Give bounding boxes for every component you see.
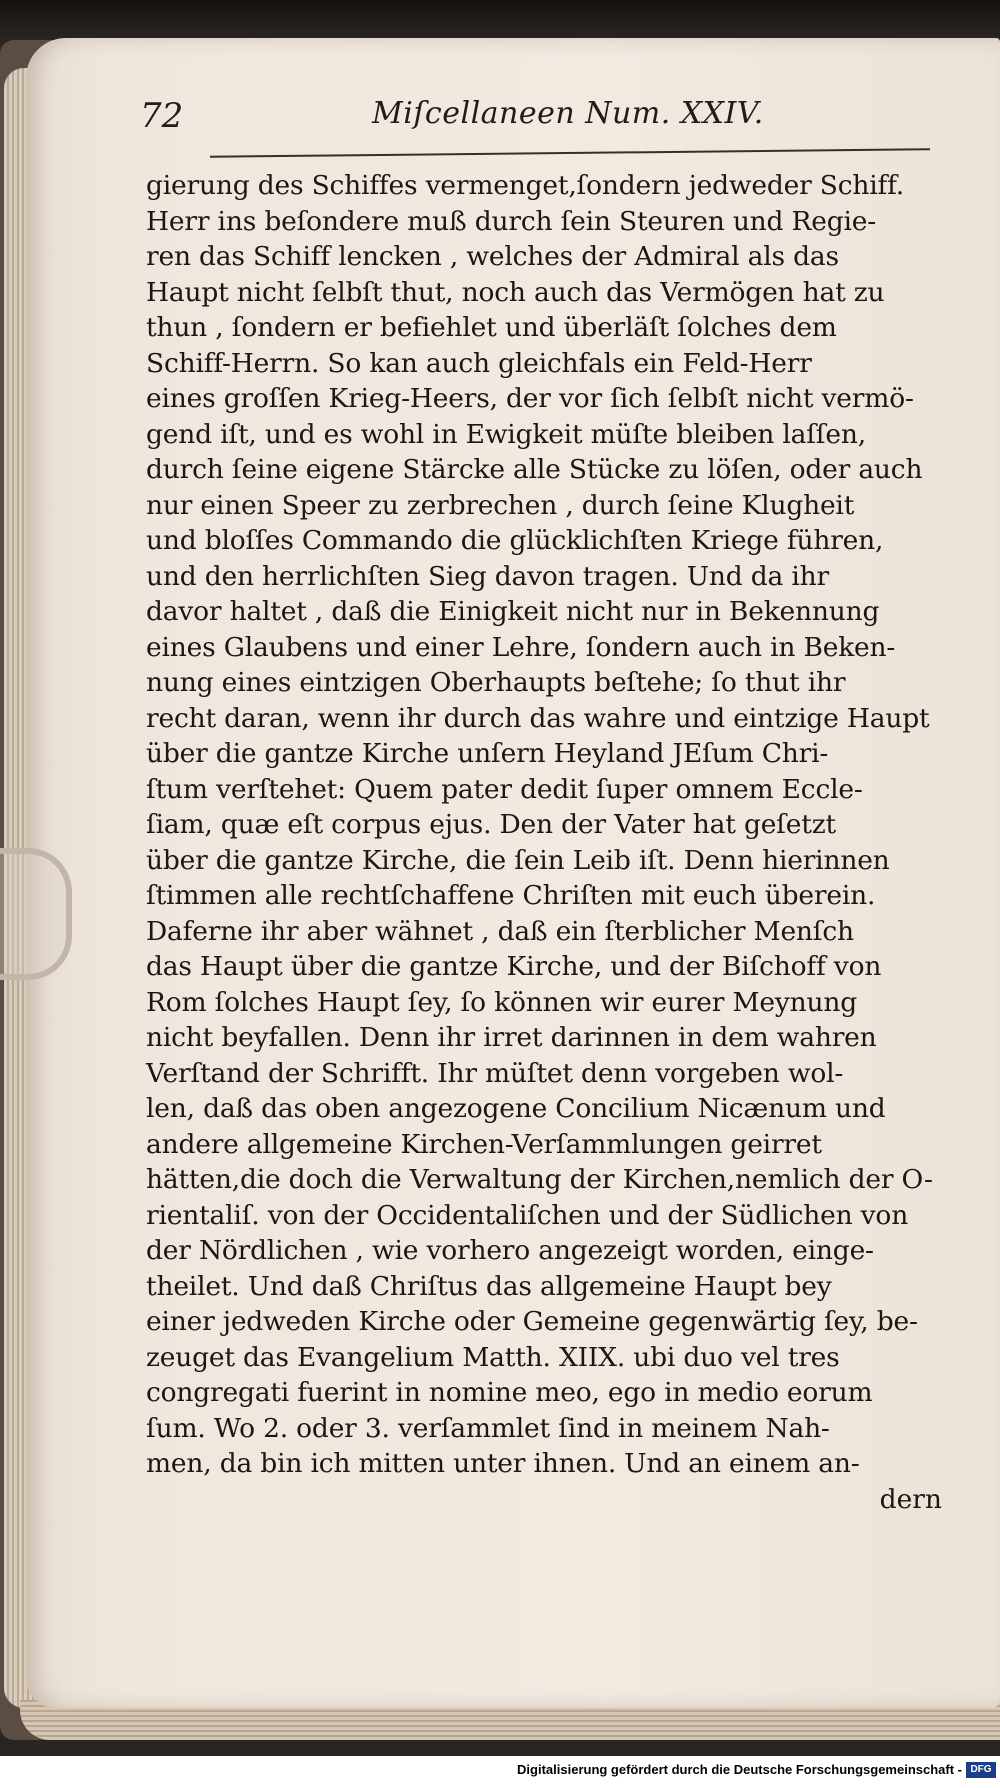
dfg-logo: DFG (966, 1762, 996, 1778)
text-line: ſtimmen alle rechtſchaffene Chriſten mit euch überein. (146, 880, 876, 911)
text-line: andere allgemeine Kirchen-Verſammlungen geirret (146, 1128, 822, 1160)
text-line: Haupt nicht ſelbſt thut, noch auch das Vermögen hat zu (146, 276, 885, 308)
text-line: recht daran, wenn ihr durch das wahre und eintzige Haupt (146, 702, 930, 734)
text-line: len, daß das oben angezogene Concilium Nicænum und (146, 1093, 886, 1124)
text-line: ſtum verſtehet: Quem pater dedit ſuper omnem Eccle- (146, 773, 863, 805)
text-line: ren das Schiff lencken , welches der Admiral als das (146, 241, 839, 272)
catchword: dern (879, 1483, 942, 1515)
text-line: über die gantze Kirche unſern Heyland JEſum Chri- (146, 738, 829, 769)
text-line: zeuget das Evangelium Matth. XIIX. ubi duo vel tres (146, 1341, 840, 1373)
text-line: theilet. Und daß Chriſtus das allgemeine Haupt bey (146, 1270, 832, 1302)
book-clasp (0, 848, 72, 980)
text-line: nung eines eintzigen Oberhaupts beſtehe; ſo thut ihr (146, 667, 846, 698)
text-line: und bloſſes Commando die glücklichſten Kriege führen, (146, 525, 884, 556)
text-line: nicht beyfallen. Denn ihr irret darinnen in dem wahren (146, 1022, 877, 1053)
body-text (146, 168, 942, 1558)
text-line: über die gantze Kirche, die ſein Leib iſt. Denn hierinnen (146, 844, 890, 876)
text-line: das Haupt über die gantze Kirche, und der Biſchoff von (146, 951, 882, 982)
text-line: hätten,die doch die Verwaltung der Kirchen,nemlich der O- (146, 1164, 933, 1195)
running-title: Miſcellaneen Num. XXIV. (372, 96, 764, 131)
page-header (140, 96, 940, 146)
text-line: rientaliſ. von der Occidentaliſchen und der Südlichen von (146, 1199, 909, 1231)
text-line: thun , ſondern er befiehlet und überläſt ſolches dem (146, 312, 837, 343)
text-line: men, da bin ich mitten unter ihnen. Und an einem an- (146, 1448, 860, 1479)
funding-credit: Digitalisierung gefördert durch die Deutsche Forschungsgemeinschaft - (517, 1762, 962, 1777)
text-line: und den herrlichſten Sieg davon tragen. Und da ihr (146, 560, 829, 592)
text-line: Rom ſolches Haupt ſey, ſo können wir eurer Meynung (146, 986, 858, 1018)
text-line: Schiff-Herrn. So kan auch gleichfals ein Feld-Herr (146, 347, 812, 379)
digitization-footer (0, 1756, 1000, 1788)
text-line: eines groſſen Krieg-Heers, der vor ſich ſelbſt nicht vermö- (146, 383, 914, 414)
text-line: ſiam, quæ eſt corpus ejus. Den der Vater hat geſetzt (146, 809, 836, 840)
text-line: durch ſeine eigene Stärcke alle Stücke zu löſen, oder auch (146, 454, 923, 485)
text-line: einer jedweden Kirche oder Gemeine gegenwärtig ſey, be- (146, 1306, 918, 1337)
page-number: 72 (140, 96, 184, 136)
text-line: der Nördlichen , wie vorhero angezeigt worden, einge- (146, 1235, 874, 1266)
text-line: Verſtand der Schrifft. Ihr müſtet denn vorgeben wol- (146, 1057, 844, 1089)
text-line: davor haltet , daß die Einigkeit nicht nur in Bekennung (146, 596, 880, 627)
text-line: ſum. Wo 2. oder 3. verſammlet ſind in meinem Nah- (146, 1412, 830, 1444)
text-line: nur einen Speer zu zerbrechen , durch ſeine Klugheit (146, 489, 855, 521)
text-line: eines Glaubens und einer Lehre, ſondern auch in Beken- (146, 631, 896, 663)
text-line: congregati fuerint in nomine meo, ego in medio eorum (146, 1377, 873, 1408)
text-line: Herr ins beſondere muß durch ſein Steuren und Regie- (146, 205, 877, 237)
text-line: Daferne ihr aber wähnet , daß ein ſterblicher Menſch (146, 915, 854, 947)
text-line: gend iſt, und es wohl in Ewigkeit müſte bleiben laſſen, (146, 418, 866, 450)
text-line: gierung des Schiffes vermenget,ſondern jedweder Schiff. (146, 170, 904, 201)
